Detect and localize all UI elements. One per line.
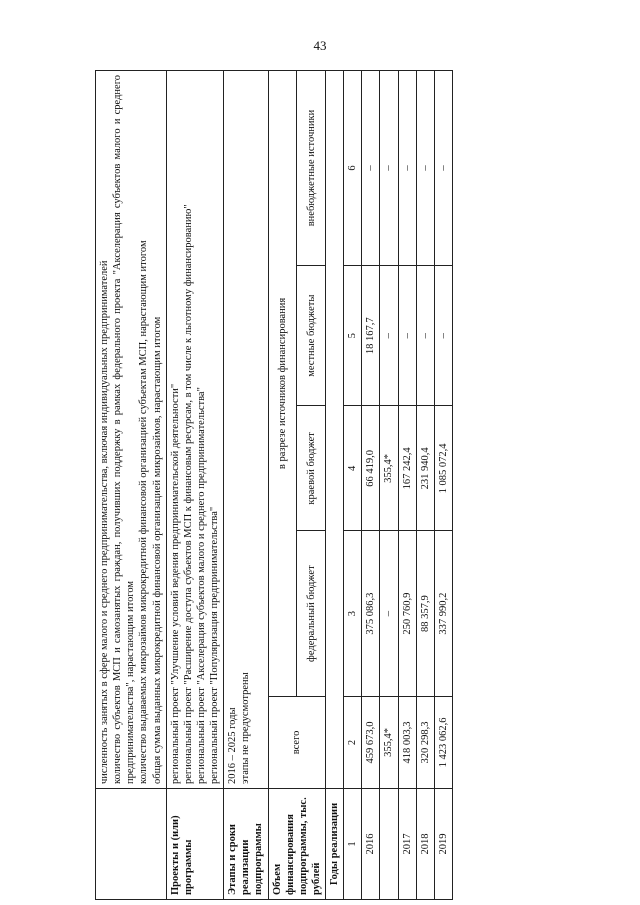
- offbudget-cell: –: [434, 71, 452, 266]
- federal-cell: 250 760,9: [398, 531, 416, 696]
- years-label: Годы реализации: [326, 789, 344, 900]
- table-row: [380, 71, 398, 900]
- local-cell: –: [416, 266, 434, 406]
- year-cell: [380, 789, 398, 900]
- indicators-label-cell: [96, 789, 167, 900]
- table-row: [398, 71, 416, 900]
- indicator-line: количество субъектов МСП и самозанятых граждан, получивших поддержку в рамках федерального проекта "Акселерация субъектов малого и среднего предпринимательства", нарастающим итогом: [112, 75, 137, 784]
- offbudget-cell: –: [362, 71, 380, 266]
- federal-cell: 375 086,3: [362, 531, 380, 696]
- year-cell: 2019: [434, 789, 452, 900]
- years-label-filler: [326, 71, 344, 789]
- by-source-header: в разрезе источников финансирования: [268, 71, 297, 697]
- years-label-row: [326, 71, 344, 900]
- project-line: региональный проект "Расширение доступа субъектов МСП к финансовым ресурсам, в том числе к льготному финансированию": [182, 204, 194, 784]
- project-line: региональный проект "Популяризация предпринимательства": [209, 506, 220, 784]
- column-number-row: [344, 71, 362, 900]
- regional-cell: 1 085 072,4: [434, 406, 452, 531]
- table-row: [434, 71, 452, 900]
- source-header-federal: федеральный бюджет: [297, 531, 326, 696]
- source-header-offbudget: внебюджетные источники: [297, 71, 326, 266]
- stages-row: [224, 71, 268, 900]
- stages-line: этапы не предусмотрены: [240, 672, 252, 784]
- project-line: региональный проект "Улучшение условий ведения предпринимательской деятельности": [169, 383, 181, 784]
- funding-label: Объем финансирования подпрограммы, тыс. рублей: [268, 789, 326, 900]
- projects-row: [166, 71, 224, 900]
- rotated-table-area: [95, 70, 640, 895]
- table-sheet: [95, 70, 640, 900]
- offbudget-cell: –: [416, 71, 434, 266]
- funding-header-row: [268, 71, 297, 900]
- local-cell: –: [434, 266, 452, 406]
- indicator-line: численность занятых в сфере малого и среднего предпринимательства, включая индивидуальных предпринимателей: [99, 260, 110, 784]
- total-header: всего: [268, 696, 326, 788]
- local-cell: –: [398, 266, 416, 406]
- indicators-row: [96, 71, 167, 900]
- year-cell: 2016: [362, 789, 380, 900]
- total-cell: 418 003,3: [398, 696, 416, 788]
- page-number: 43: [313, 38, 327, 53]
- regional-cell: 231 940,4: [416, 406, 434, 531]
- total-cell: 355,4*: [380, 696, 398, 788]
- projects-label: Проекты и (или) программы: [166, 789, 224, 900]
- local-cell: –: [380, 266, 398, 406]
- column-number: 5: [344, 266, 362, 406]
- stages-label: Этапы и сроки реализации подпрограммы: [224, 789, 268, 900]
- subprogram-passport-table: [95, 70, 453, 900]
- source-header-regional: краевой бюджет: [297, 406, 326, 531]
- total-cell: 1 423 062,6: [434, 696, 452, 788]
- stages-line: 2016 – 2025 годы: [227, 707, 239, 784]
- local-cell: 18 167,7: [362, 266, 380, 406]
- federal-cell: 88 357,9: [416, 531, 434, 696]
- table-row: [362, 71, 380, 900]
- column-number: 3: [344, 531, 362, 696]
- offbudget-cell: –: [398, 71, 416, 266]
- column-number: 6: [344, 71, 362, 266]
- projects-cell: [166, 71, 224, 789]
- year-cell: 2018: [416, 789, 434, 900]
- regional-cell: 355,4*: [380, 406, 398, 531]
- federal-cell: 337 990,2: [434, 531, 452, 696]
- offbudget-cell: –: [380, 71, 398, 266]
- project-line: региональный проект "Акселерация субъектов малого и среднего предпринимательства": [195, 387, 207, 784]
- column-number: 2: [344, 696, 362, 788]
- year-cell: 2017: [398, 789, 416, 900]
- indicator-line: общая сумма выданных микрокредитной финансовой организацией микрозаймов, нарастающим итогом: [151, 316, 163, 784]
- column-number: 1: [344, 789, 362, 900]
- total-cell: 320 298,3: [416, 696, 434, 788]
- indicator-line: количество выдаваемых микрозаймов микрокредитной финансовой организацией субъектам МСП, нарастающим итогом: [138, 240, 150, 784]
- table-row: [416, 71, 434, 900]
- regional-cell: 167 242,4: [398, 406, 416, 531]
- source-header-local: местные бюджеты: [297, 266, 326, 406]
- column-number: 4: [344, 406, 362, 531]
- total-cell: 459 673,0: [362, 696, 380, 788]
- indicators-cell: [96, 71, 167, 789]
- stages-cell: [224, 71, 268, 789]
- regional-cell: 66 419,0: [362, 406, 380, 531]
- federal-cell: –: [380, 531, 398, 696]
